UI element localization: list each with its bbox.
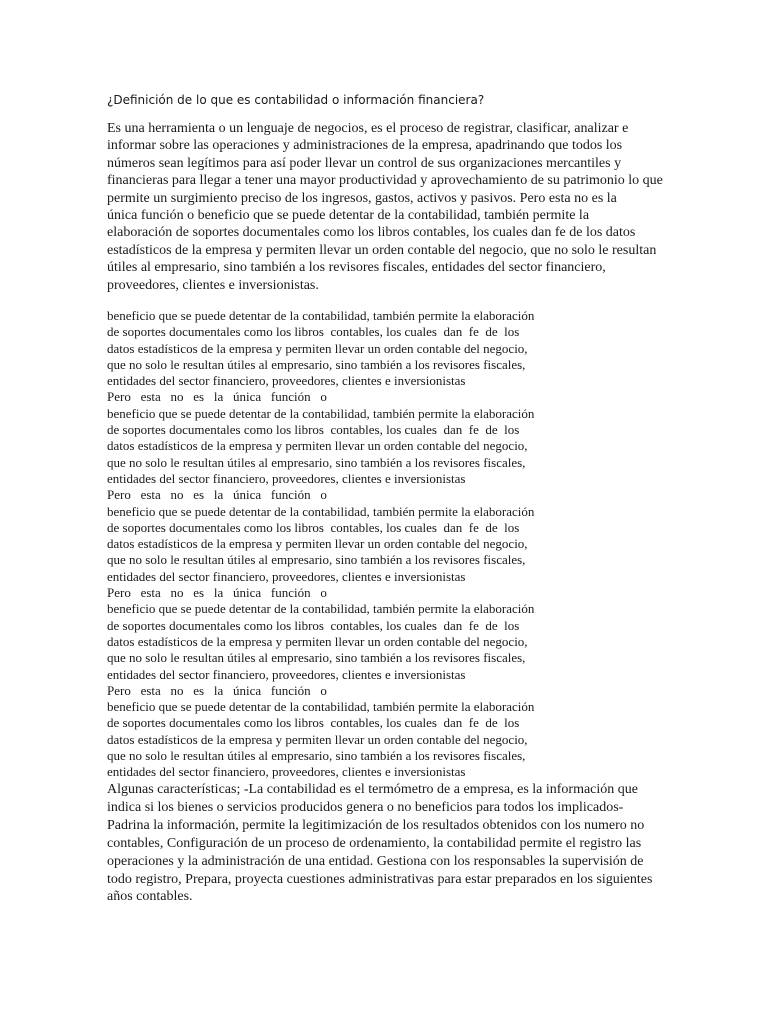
- paragraph-line: de soportes documentales como los libros contables, los cuales dan fe de los: [107, 519, 520, 535]
- paragraph-line: permite un surgimiento preciso de los ingresos, gastos, activos y pasivos. Pero esta no es la: [107, 190, 617, 206]
- paragraph-line: Pero esta no es la única función o: [107, 487, 327, 503]
- paragraph-line: todo registro, Prepara, proyecta cuestiones administrativas para estar preparados en los siguientes: [107, 871, 653, 887]
- paragraph-line: elaboración de soportes documentales como los libros contables, los cuales dan fe de los datos: [107, 225, 636, 241]
- paragraph-line: de soportes documentales como los libros contables, los cuales dan fe de los: [107, 715, 520, 731]
- document-heading: ¿Definición de lo que es contabilidad o información financiera?: [107, 93, 485, 107]
- paragraph-line: beneficio que se puede detentar de la contabilidad, también permite la elaboración: [107, 503, 535, 519]
- paragraph-line: que no solo le resultan útiles al empresario, sino también a los revisores fiscales,: [107, 552, 526, 568]
- paragraph-line: años contables.: [107, 889, 193, 905]
- paragraph-line: única función o beneficio que se puede detentar de la contabilidad, también permite la: [107, 208, 590, 224]
- paragraph-line: entidades del sector financiero, proveedores, clientes e inversionistas: [107, 373, 466, 389]
- paragraph-line: de soportes documentales como los libros contables, los cuales dan fe de los: [107, 422, 520, 438]
- paragraph-line: números sean legítimos para así poder llevar un control de sus organizaciones mercantiles y: [107, 155, 622, 171]
- paragraph-line: indica si los bienes o servicios producidos genera o no beneficios para todos los implicados-: [107, 799, 624, 815]
- paragraph-line: de soportes documentales como los libros contables, los cuales dan fe de los: [107, 324, 520, 340]
- paragraph-line: beneficio que se puede detentar de la contabilidad, también permite la elaboración: [107, 699, 535, 715]
- paragraph-line: útiles al empresario, sino también a los revisores fiscales, entidades del sector financiero,: [107, 260, 606, 276]
- paragraph-line: operaciones y la administración de una entidad. Gestiona con los responsables la supervisión de: [107, 853, 644, 869]
- paragraph-line: beneficio que se puede detentar de la contabilidad, también permite la elaboración: [107, 405, 535, 421]
- paragraph-line: estadísticos de la empresa y permiten llevar un orden contable del negocio, que no solo le resultan: [107, 242, 657, 258]
- paragraph-line: beneficio que se puede detentar de la contabilidad, también permite la elaboración: [107, 601, 535, 617]
- paragraph-line: datos estadísticos de la empresa y permiten llevar un orden contable del negocio,: [107, 438, 528, 454]
- paragraph-line: Algunas características; -La contabilidad es el termómetro de a empresa, es la información que: [107, 782, 639, 797]
- paragraph-line: Pero esta no es la única función o: [107, 585, 327, 601]
- paragraph-line: Es una herramienta o un lenguaje de negocios, es el proceso de registrar, clasificar, analizar e: [107, 121, 629, 136]
- paragraph-line: Pero esta no es la única función o: [107, 682, 327, 698]
- repeated-text-block: [107, 308, 534, 781]
- paragraph-line: que no solo le resultan útiles al empresario, sino también a los revisores fiscales,: [107, 356, 526, 372]
- paragraph-line: financieras para llegar a tener una mayor productividad y aprovechamiento de su patrimonio lo que: [107, 173, 663, 189]
- paragraph-line: entidades del sector financiero, proveedores, clientes e inversionistas: [107, 470, 466, 486]
- paragraph-line: datos estadísticos de la empresa y permiten llevar un orden contable del negocio,: [107, 731, 528, 747]
- paragraph-line: entidades del sector financiero, proveedores, clientes e inversionistas: [107, 764, 466, 780]
- paragraph-line: datos estadísticos de la empresa y permiten llevar un orden contable del negocio,: [107, 633, 528, 649]
- paragraph-line: proveedores, clientes e inversionistas.: [107, 277, 319, 293]
- paragraph-line: que no solo le resultan útiles al empresario, sino también a los revisores fiscales,: [107, 748, 526, 764]
- paragraph-line: Pero esta no es la única función o: [107, 389, 327, 405]
- paragraph-line: beneficio que se puede detentar de la contabilidad, también permite la elaboración: [107, 308, 535, 323]
- paragraph-line: entidades del sector financiero, proveedores, clientes e inversionistas: [107, 666, 466, 682]
- paragraph-line: Padrina la información, permite la legitimización de los resultados obtenidos con los numero no: [107, 817, 645, 833]
- paragraph-line: de soportes documentales como los libros contables, los cuales dan fe de los: [107, 617, 520, 633]
- paragraph-line: entidades del sector financiero, proveedores, clientes e inversionistas: [107, 568, 466, 584]
- paragraph-line: informar sobre las operaciones y administraciones de la empresa, apadrinando que todos los: [107, 138, 623, 154]
- paragraph-line: contables, Configuración de un proceso de ordenamiento, la contabilidad permite el registro las: [107, 835, 642, 851]
- paragraph-line: datos estadísticos de la empresa y permiten llevar un orden contable del negocio,: [107, 340, 528, 356]
- intro-paragraph: [107, 120, 667, 294]
- characteristics-paragraph: [107, 781, 667, 906]
- paragraph-line: que no solo le resultan útiles al empresario, sino también a los revisores fiscales,: [107, 454, 526, 470]
- paragraph-line: que no solo le resultan útiles al empresario, sino también a los revisores fiscales,: [107, 650, 526, 666]
- paragraph-line: datos estadísticos de la empresa y permiten llevar un orden contable del negocio,: [107, 536, 528, 552]
